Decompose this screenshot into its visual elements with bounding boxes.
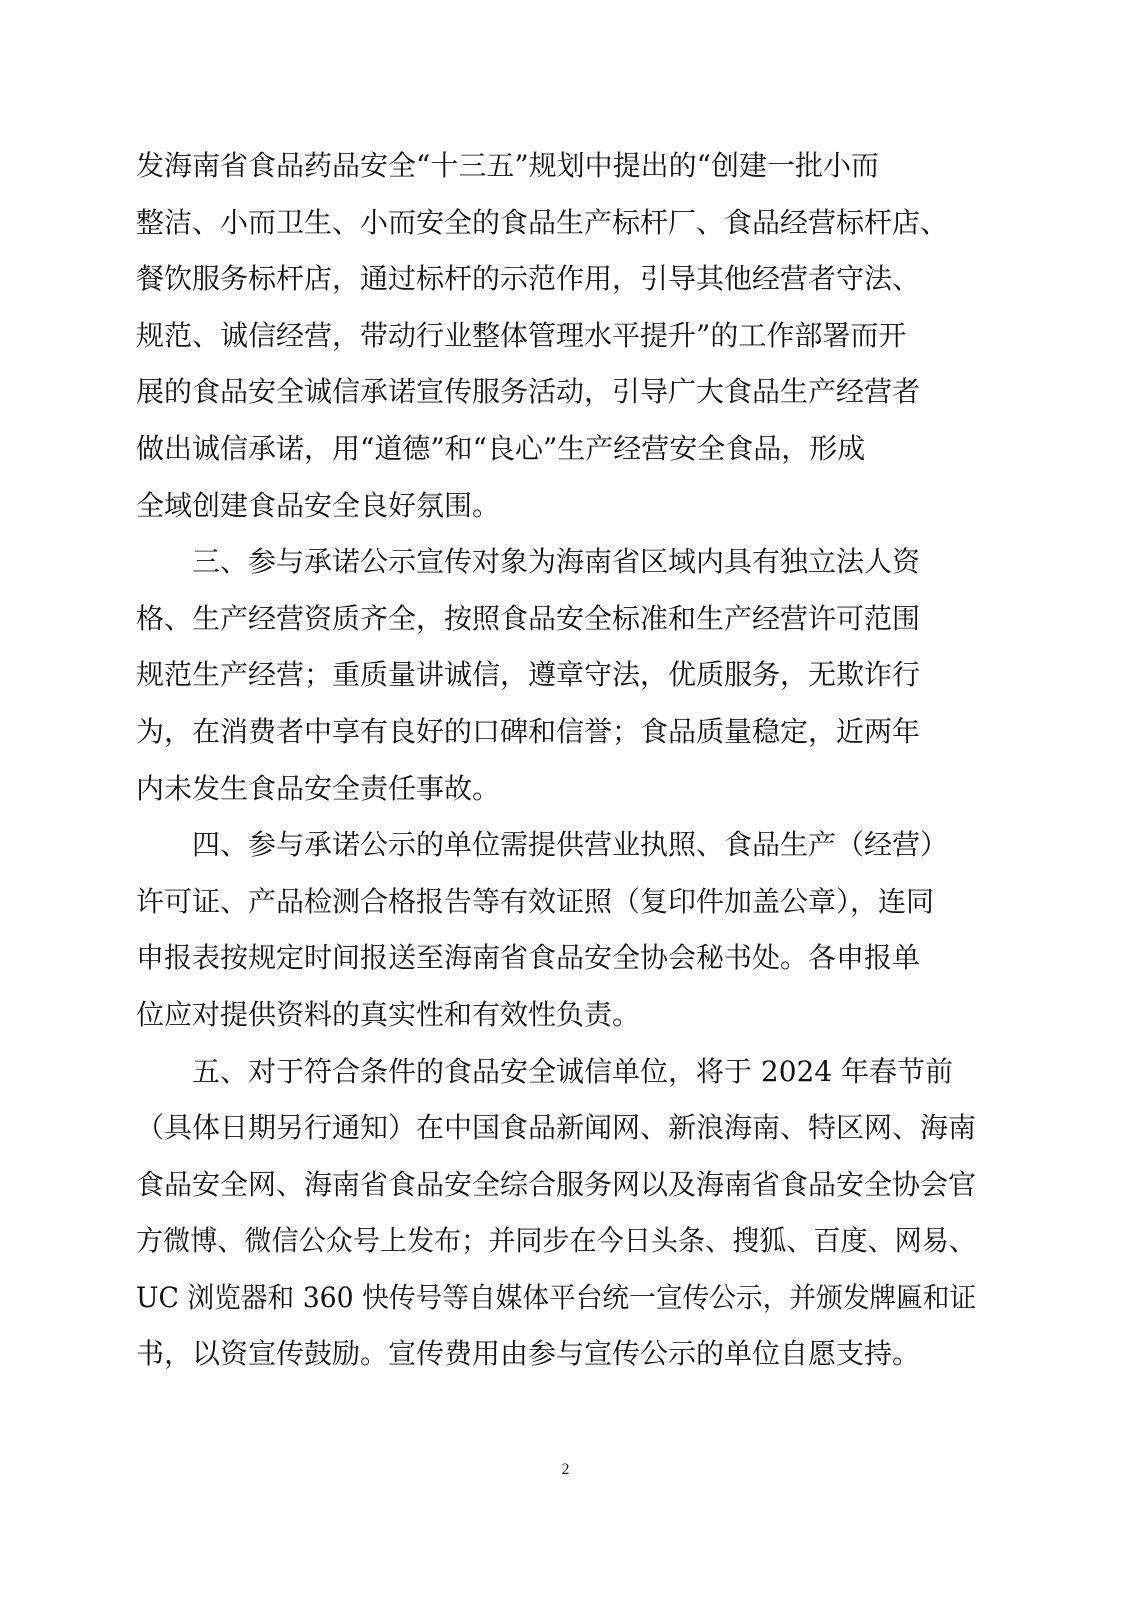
text-line: 发海南省食品药品安全“十三五”规划中提出的“创建一批小而: [136, 149, 879, 182]
text-line: 书，以资宣传鼓励。宣传费用由参与宣传公示的单位自愿支持。: [136, 1337, 921, 1371]
body-text: [136, 138, 976, 1383]
text-line: 格、生产经营资质齐全，按照食品安全标准和生产经营许可范围: [136, 601, 921, 635]
text-line: 为，在消费者中享有良好的口碑和信誉；食品质量稳定，近两年: [136, 714, 921, 748]
text-line: 位应对提供资料的真实性和有效性负责。: [136, 997, 641, 1031]
text-line: 餐饮服务标杆店，通过标杆的示范作用，引导其他经营者守法、: [136, 262, 921, 296]
text-line: 四、参与承诺公示的单位需提供营业执照、食品生产（经营）: [136, 828, 949, 862]
text-line: 展的食品安全诚信承诺宣传服务活动，引导广大食品生产经营者: [136, 375, 921, 409]
text-line: 申报表按规定时间报送至海南省食品安全协会秘书处。各申报单: [136, 941, 921, 975]
text-line: 整洁、小而卫生、小而安全的食品生产标杆厂、食品经营标杆店、: [136, 205, 949, 239]
text-line: 三、参与承诺公示宣传对象为海南省区域内具有独立法人资: [136, 545, 921, 579]
text-line: 规范生产经营；重质量讲诚信，遵章守法，优质服务，无欺诈行: [136, 658, 921, 692]
text-line: 全域创建食品安全良好氛围。: [136, 488, 501, 522]
text-line: 方微博、微信公众号上发布；并同步在今日头条、搜狐、百度、网易、: [136, 1224, 976, 1258]
page-number: 2: [561, 1461, 570, 1478]
text-line: （具体日期另行通知）在中国食品新闻网、新浪海南、特区网、海南: [136, 1111, 977, 1145]
text-line: 许可证、产品检测合格报告等有效证照（复印件加盖公章），连同: [136, 884, 935, 918]
text-line: UC 浏览器和 360 快传号等自媒体平台统一宣传公示，并颁发牌匾和证: [136, 1280, 977, 1314]
text-line: 做出诚信承诺，用“道德”和“良心”生产经营安全食品，形成: [136, 431, 866, 465]
text-line: 食品安全网、海南省食品安全综合服务网以及海南省食品安全协会官: [136, 1167, 977, 1201]
text-line: 规范、诚信经营，带动行业整体管理水平提升”的工作部署而开: [136, 318, 907, 352]
text-line: 内未发生食品安全责任事故。: [136, 771, 501, 805]
text-line: 五、对于符合条件的食品安全诚信单位，将于 2024 年春节前: [136, 1054, 954, 1088]
